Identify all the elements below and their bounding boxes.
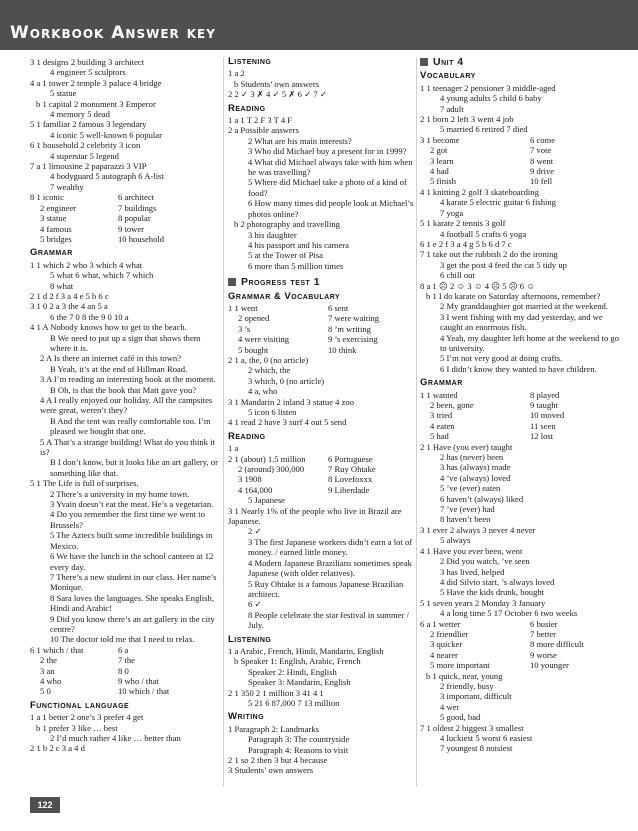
answer-line: 8 haven’t been: [440, 514, 491, 525]
answer-line: 5 1 The Life is full of surprises.: [30, 478, 139, 489]
column-divider: [223, 57, 224, 787]
answer-line: 4 a long time 5 17 October 6 two weeks: [440, 608, 578, 619]
answer-line: 5 married 6 retired 7 died: [440, 124, 528, 135]
answer-line: 4 Modern Japanese Brazilians sometimes speak Japanese (with older relatives).: [248, 557, 412, 579]
answer-line: Paragraph 3: The countryside: [248, 734, 350, 745]
answer-line: 4 a 1 tower 2 temple 3 palace 4 bridge: [30, 77, 162, 88]
answer-pair-row: 3 learn 8 went: [430, 155, 554, 166]
answer-line: 3 important, difficult: [440, 691, 512, 702]
answer-pair-row: 8 1 iconic 6 architect: [30, 192, 155, 203]
answer-line: 5 Where did Michael take a photo of a kind of food?: [248, 177, 407, 198]
answer-line: 4 What did Michael always take with him when he was travelling?: [248, 156, 413, 178]
answer-line: 6 1 household 2 celebrity 3 icon: [30, 140, 141, 151]
answer-line: 6 ✓: [248, 599, 262, 610]
answer-line: 4 iconic 5 well-known 6 popular: [50, 129, 162, 140]
answer-line: 8 People celebrate the star festival in summer / July.: [248, 609, 409, 631]
answer-line: Speaker 3: Mandarin, English: [248, 677, 351, 688]
answer-line: 7 1 oldest 2 biggest 3 smallest: [420, 722, 524, 733]
answer-pair-row: 2 opened 7 were waiting: [238, 313, 380, 324]
progress-test-band: [228, 277, 415, 287]
answer-line: 5 Have the kids drunk, bought: [440, 587, 545, 598]
section-heading-functional-language: Functional language: [30, 699, 130, 711]
answer-line: 3 Yvain doesn’t eat the meat. He’s a vegetarian.: [50, 499, 214, 510]
answer-line: 5 ’ve (ever) eaten: [440, 483, 501, 494]
answer-line: 3 has lived, helped: [440, 566, 505, 577]
answer-pair-row: 3 statue 8 popular: [40, 213, 151, 224]
answer-line: 4 luckiest 5 worst 6 easiest: [440, 733, 533, 743]
answer-line: 7 adult: [440, 103, 464, 114]
answer-line: 4 1 A Nobody knows how to get to the beach.: [30, 322, 187, 333]
answer-line: B Oh, is that the book that Matt gave you?: [50, 384, 197, 395]
answer-line: Speaker 2: Hindi, English: [248, 666, 337, 677]
answer-line: 4 Yeah, my daughter left home at the weekend to go to university.: [440, 332, 619, 353]
answer-line: 8 a 1 ☹ 2 ☺ 3 ☺ 4 ☹ 5 ☹ 6 ☺: [420, 280, 536, 291]
answer-line: 3 his daughter: [248, 229, 297, 240]
answer-line: 3 1 designs 2 building 3 architect: [30, 57, 145, 67]
answer-line: 5 I’m not very good at doing crafts.: [440, 353, 563, 364]
answer-pair-row: 6 1 which / that 6 a: [30, 644, 129, 655]
answer-pair-row: 4 who 9 who / that: [40, 675, 159, 686]
section-heading-grammar-vocabulary: Grammar & Vocabulary: [228, 290, 341, 302]
answer-line: 7 wealthy: [50, 181, 84, 192]
answer-pair-row: 5 bought 10 think: [238, 344, 357, 355]
answer-line: 4 superstar 5 legend: [50, 150, 119, 161]
answer-line: 5 Japanese: [248, 495, 285, 506]
unit-title: Unit 4: [433, 56, 464, 68]
progress-test-title: Progress test 1: [241, 276, 321, 289]
functional-answers-block: [30, 712, 220, 754]
answer-line: 2 a Possible answers: [228, 125, 299, 136]
answer-line: b 1 capital 2 monument 3 Emperor: [36, 98, 156, 109]
grammar-answers-block: [30, 260, 220, 645]
answer-line: 7 yoga: [440, 207, 464, 218]
answer-pair-row: 4 nearer 9 worse: [430, 649, 557, 660]
answer-line: 6 the 7 0 8 the 9 0 10 a: [50, 311, 129, 322]
answer-pair-row: 5 bridges 10 household: [40, 233, 165, 244]
answer-line: 2 2 ✓ 3 ✗ 4 ✓ 5 ✗ 6 ✓ 7 ✓: [228, 89, 328, 100]
answer-line: 4 young adults 5 child 6 baby: [440, 93, 542, 104]
q8-table: [30, 192, 220, 244]
answer-line: 2 Did you watch, ’ve seen: [440, 556, 530, 567]
page-number: 122: [30, 797, 60, 813]
answer-pair-row: 3 quicker 8 more difficult: [430, 639, 584, 650]
section-heading-grammar: Grammar: [30, 247, 73, 259]
answer-line: B Yeah, it’s at the end of Hillman Road.: [50, 363, 188, 374]
answer-pair-row: 3 1 become 6 come: [420, 134, 556, 145]
answer-pair-row: 2 engineer 7 buildings: [40, 202, 157, 213]
answer-pair-row: 3 tried 10 moved: [430, 410, 565, 421]
answer-line: 8 Sara loves the languages. She speaks English, Hindi and Arabic!: [50, 592, 214, 614]
answer-line: 4 Do you remember the first time we went to Brussels?: [50, 509, 205, 530]
answer-line: 5 what 6 what, which 7 which: [50, 270, 154, 281]
answer-line: 5 good, bad: [440, 712, 481, 723]
vocab-answers-block: [30, 57, 220, 192]
answer-line: 4 1 read 2 have 3 surf 4 out 5 send: [228, 417, 347, 428]
answer-line: 7 ’ve (ever) had: [440, 504, 495, 515]
answer-line: 3 get the post 4 feed the cat 5 tidy up: [440, 259, 567, 270]
answer-pair-row: 1 1 went 6 sent: [228, 302, 349, 313]
answer-line: b 2 photography and travelling: [234, 219, 340, 230]
answer-pair-row: 3 1908 8 Lovefoxxx: [238, 474, 373, 485]
answer-line: B I don’t know, but it looks like an art gallery, or something like that.: [50, 457, 218, 478]
answer-line: 7 a 1 limousine 2 paparazzi 3 VIP: [30, 161, 147, 172]
answer-line: 4 ’ve (always) loved: [440, 472, 511, 483]
answer-line: 2 1 d 2 f 3 a 4 e 5 b 6 c: [30, 290, 109, 301]
answer-line: 3 which, 0 (no article): [248, 375, 325, 386]
answer-pair-row: 2 been, gone 9 taught: [430, 400, 558, 410]
answer-line: 3 Students’ own answers: [228, 765, 314, 776]
answer-line: 5 1 familiar 2 famous 3 legendary: [30, 119, 147, 130]
answer-line: 3 has (always) made: [440, 462, 511, 473]
answer-line: 3 1 Nearly 1% of the people who live in Brazil are Japanese.: [228, 505, 402, 527]
page-header-band: [0, 0, 638, 50]
square-bullet-icon: [228, 278, 236, 286]
answer-line: Paragraph 4: Reasons to visit: [248, 744, 349, 755]
answer-line: 5 at the Tower of Pisa: [248, 250, 323, 261]
answer-line: 4 football 5 crafts 6 yoga: [440, 228, 527, 239]
section-heading-writing: Writing: [228, 711, 265, 723]
answer-line: 5 21 6 87,000 7 13 million: [248, 697, 340, 708]
answer-line: 2 What are his main interests?: [248, 135, 352, 146]
answer-line: 3 A I’m reading an interesting book at the moment.: [40, 374, 216, 385]
section-heading-reading: Reading: [228, 430, 266, 442]
answer-pair-row: 4 were visiting 9 ’s exercising: [238, 334, 378, 345]
answer-line: 5 The Aztecs built some incredible buildings in Mexico.: [50, 530, 213, 551]
answer-pair-row: 5 had 12 lost: [430, 431, 554, 442]
answer-line: 1 1 teenager 2 pensioner 3 middle-aged: [420, 82, 556, 93]
answer-line: 4 engineer 5 sculptors: [50, 67, 126, 78]
answer-line: 2 I’d much rather 4 like … better than: [50, 733, 181, 743]
page-header-title: Workbook Answer key: [10, 23, 216, 43]
answer-line: 6 I didn’t know they wanted to have children.: [440, 363, 597, 374]
answer-line: 5 1 seven years 2 Monday 3 January: [420, 597, 546, 608]
answer-line: 7 There’s a new student in our class. Her name’s Monique.: [50, 571, 217, 593]
unit-band: [420, 57, 625, 67]
answer-line: 2 A Is there an internet café in this town?: [40, 353, 182, 364]
column-2: [228, 57, 415, 776]
answer-line: 2 There’s a university in my home town.: [50, 488, 190, 499]
answer-pair-row: 5 more important 10 younger: [430, 660, 569, 671]
answer-line: 6 haven’t (always) liked: [440, 493, 524, 504]
section-heading-reading: Reading: [228, 102, 266, 114]
answer-line: 4 karate 5 electric guitar 6 fishing: [440, 197, 556, 208]
answer-line: B We need to put up a sign that shows them where it is.: [50, 332, 201, 353]
answer-pair-row: 5 finish 10 fell: [430, 176, 553, 187]
answer-line: 3 1 Mandarin 2 inland 3 statue 4 zoo: [228, 396, 355, 407]
answer-line: 5 A That’s a strange building! What do you think it is?: [40, 436, 215, 458]
answer-pair-row: 5 0 10 which / that: [40, 686, 170, 697]
answer-line: 5 statue: [50, 88, 77, 99]
answer-line: 6 chill out: [440, 270, 475, 281]
answer-pair-row: 2 (around) 300,000 7 Ruy Ohtake: [238, 464, 376, 475]
answer-line: b 1 prefer 3 like … best: [36, 722, 118, 733]
answer-line: 4 a, who: [248, 386, 278, 397]
answer-line: 3 Who did Michael buy a present for in 1999?: [248, 146, 407, 157]
answer-pair-row: 2 the 7 the: [40, 655, 135, 666]
answer-line: 10 The doctor told me that I need to relax.: [50, 634, 195, 645]
column-3: [420, 57, 625, 754]
answer-line: B And the tent was really comfortable too. I’m pleased we bought that one.: [50, 415, 211, 437]
answer-line: 2 1 Have (you ever) taught: [420, 441, 513, 452]
answer-line: 4 bodyguard 5 autograph 6 A-list: [50, 171, 164, 182]
answer-line: 1 a: [228, 443, 239, 454]
answer-pair-row: 2 friendlier 7 better: [430, 628, 557, 639]
answer-line: 7 youngest 8 noisiest: [440, 743, 513, 754]
answer-pair-row: 4 eaten 11 seen: [430, 420, 556, 431]
section-heading-listening: Listening: [228, 633, 272, 645]
answer-line: 2 has (never) been: [440, 452, 504, 463]
answer-line: b 1 quick, near, young: [426, 670, 503, 681]
answer-pair-row: 1 1 wanted 8 played: [420, 389, 560, 400]
answer-line: 2 which, the: [248, 365, 291, 376]
answer-line: 2 My granddaughter got married at the weekend.: [440, 301, 608, 312]
answer-line: 3 1 0 2 a 3 the 4 an 5 a: [30, 301, 108, 312]
answer-line: 8 what: [50, 280, 74, 291]
q6-table: [30, 645, 220, 697]
answer-line: b Students’ own answers: [234, 78, 320, 89]
column-1: [30, 57, 220, 754]
answer-line: 6 How many times did people look at Michael’s photos online?: [248, 198, 414, 219]
answer-line: b Speaker 1: English, Arabic, French: [234, 656, 361, 667]
answer-line: 1 1 which 2 who 3 which 4 what: [30, 259, 143, 270]
answer-pair-row: 2 got 7 vote: [430, 145, 552, 156]
answer-line: 2 1 born 2 left 3 went 4 job: [420, 114, 514, 125]
answer-line: 2 ✓: [248, 526, 262, 537]
answer-line: 5 1 karate 2 tennis 3 golf: [420, 218, 506, 229]
answer-line: 9 Did you know there’s an art gallery in the city centre?: [50, 613, 215, 634]
answer-line: 1 a Arabic, French, Hindi, Mandarin, English: [228, 645, 384, 656]
answer-pair-row: 3 an 8 0: [40, 665, 129, 676]
answer-pair-row: 4 164,000 9 Liberdade: [238, 484, 370, 495]
answer-line: 3 The first Japanese workers didn’t earn a lot of money. / earned little money.: [248, 536, 413, 558]
answer-line: 6 We have the lunch in the school canteen at 12 every day.: [50, 551, 214, 572]
answer-line: 5 icon 6 listen: [248, 407, 297, 417]
answer-pair-row: 2 1 (about) 1.5 million 6 Portuguese: [228, 453, 373, 464]
answer-line: 3 1 ever 2 always 3 never 4 never: [420, 524, 536, 535]
answer-line: 4 A I really enjoyed our holiday. All the campsites were great, weren’t they?: [40, 395, 213, 416]
answer-line: 4 1 knitting 2 golf 3 skateboarding: [420, 186, 539, 197]
answer-line: 1 a 2: [228, 68, 245, 79]
answer-line: 4 memory 5 dead: [50, 109, 110, 120]
answer-line: b 1 I do karate on Saturday afternoons, remember?: [426, 290, 601, 301]
answer-pair-row: 4 famous 9 tower: [40, 223, 145, 234]
square-bullet-icon: [420, 58, 428, 66]
section-heading-listening: Listening: [228, 56, 272, 67]
section-heading-vocabulary: Vocabulary: [420, 70, 476, 82]
answer-pair-row: 6 a 1 wetter 6 busier: [420, 618, 558, 629]
column-divider: [416, 57, 417, 787]
answer-line: 4 1 Have you ever been, went: [420, 545, 523, 556]
answer-pair-row: 4 had 9 drive: [430, 166, 555, 177]
answer-line: 5 always: [440, 535, 471, 546]
answer-line: 3 I went fishing with my dad yesterday, and we caught an enormous fish.: [440, 311, 603, 333]
answer-line: 7 1 take out the rubbish 2 do the ironing: [420, 249, 558, 260]
answer-line: 2 1 so 2 then 3 but 4 because: [228, 755, 328, 765]
section-heading-grammar: Grammar: [420, 377, 463, 389]
answer-line: 2 1 350 2 1 million 3 41 4 1: [228, 687, 324, 698]
answer-line: 6 more than 5 million times: [248, 260, 344, 271]
answer-line: 1 a 1 T 2 F 3 T 4 F: [228, 115, 293, 126]
answer-line: 4 wet: [440, 701, 459, 712]
answer-line: 2 friendly, busy: [440, 680, 494, 691]
answer-line: 2 1 a, the, 0 (no article): [228, 354, 309, 365]
answer-line: 4 did Silvio start, ’s always loved: [440, 576, 555, 587]
answer-line: 1 Paragraph 2: Landmarks: [228, 723, 319, 734]
answer-line: 5 Ruy Ohtake is a famous Japanese Brazilian architect.: [248, 578, 404, 599]
answer-line: 4 his passport and his camera: [248, 239, 349, 250]
answer-line: 2 1 b 2 c 3 a 4 d: [30, 743, 85, 754]
answer-line: 6 1 e 2 f 3 a 4 g 5 b 6 d 7 c: [420, 238, 512, 249]
answer-line: 1 a 1 better 2 one’s 3 prefer 4 get: [30, 712, 144, 723]
answer-pair-row: 3 ’s 8 ’m writing: [238, 323, 371, 334]
